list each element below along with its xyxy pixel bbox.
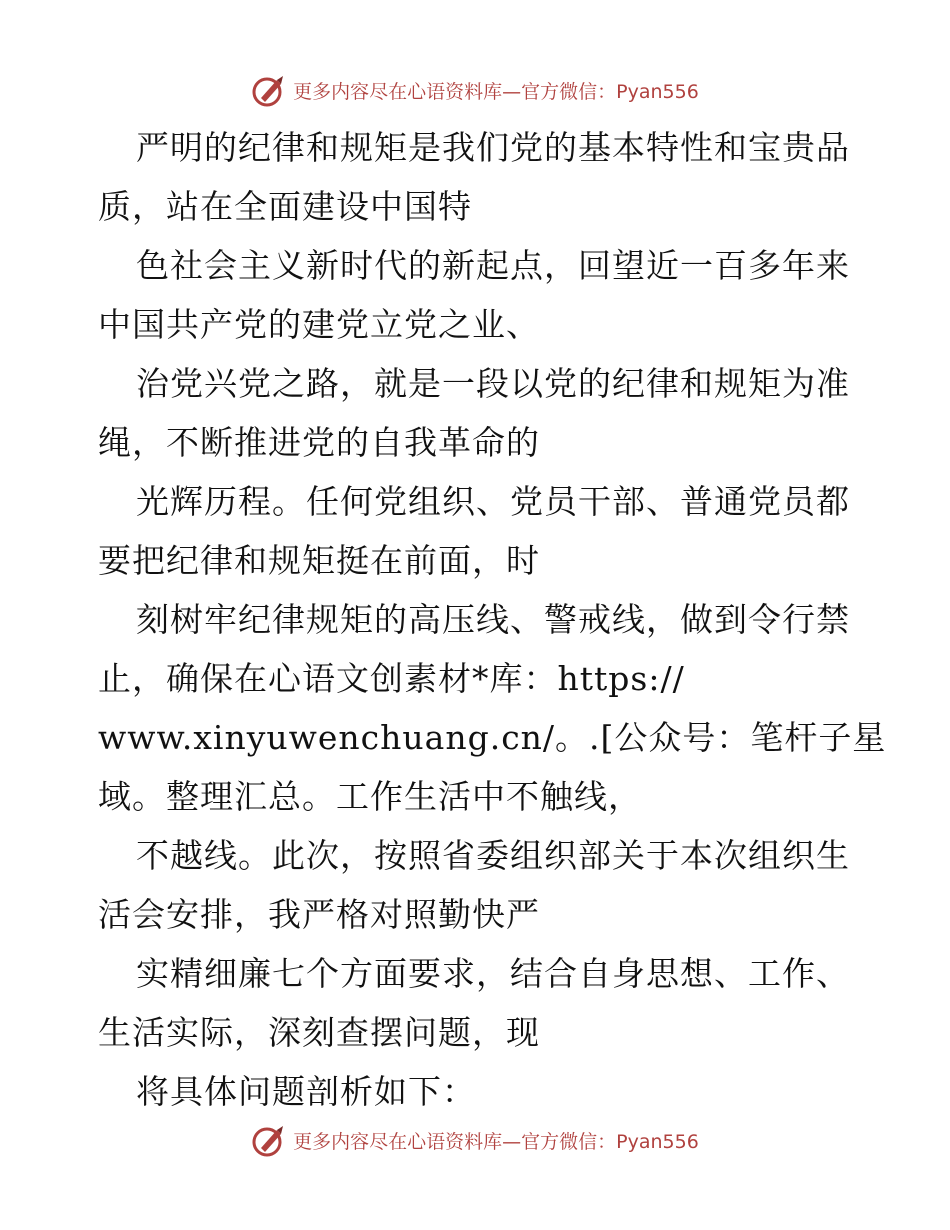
body-line: 实精细廉七个方面要求，结合自身思想、工作、 [136,954,850,993]
document-body [98,118,887,1121]
body-line: 将具体问题剖析如下： [136,1072,476,1111]
body-line: 生活实际，深刻查摆问题，现 [98,1013,540,1052]
body-line: 止，确保在心语文创素材*库：https:// [98,659,685,698]
body-line: 不越线。此次，按照省委组织部关于本次组织生 [136,836,850,875]
body-line: 绳，不断推进党的自我革命的 [98,423,540,462]
header-banner-text: 更多内容尽在心语资料库—官方微信：Pyan556 [293,80,699,103]
pen-logo-icon [251,72,287,108]
pen-logo-icon [251,1122,287,1158]
body-line: 治党兴党之路，就是一段以党的纪律和规矩为准 [136,364,850,403]
header-watermark-banner [0,70,950,110]
body-line: 光辉历程。任何党组织、党员干部、普通党员都 [136,482,850,521]
body-line: 质，站在全面建设中国特 [98,187,472,226]
footer-banner-text: 更多内容尽在心语资料库—官方微信：Pyan556 [293,1130,699,1153]
body-line: www.xinyuwenchuang.cn/。.[公众号：笔杆子星 [98,718,887,757]
body-line: 活会安排，我严格对照勤快严 [98,895,540,934]
body-line: 刻树牢纪律规矩的高压线、警戒线，做到令行禁 [136,600,850,639]
body-line: 域。整理汇总。工作生活中不触线， [98,777,642,816]
footer-watermark-banner [0,1120,950,1160]
body-line: 严明的纪律和规矩是我们党的基本特性和宝贵品 [136,128,850,167]
body-line: 要把纪律和规矩挺在前面，时 [98,541,540,580]
body-line: 中国共产党的建党立党之业、 [98,305,540,344]
body-line: 色社会主义新时代的新起点，回望近一百多年来 [136,246,850,285]
